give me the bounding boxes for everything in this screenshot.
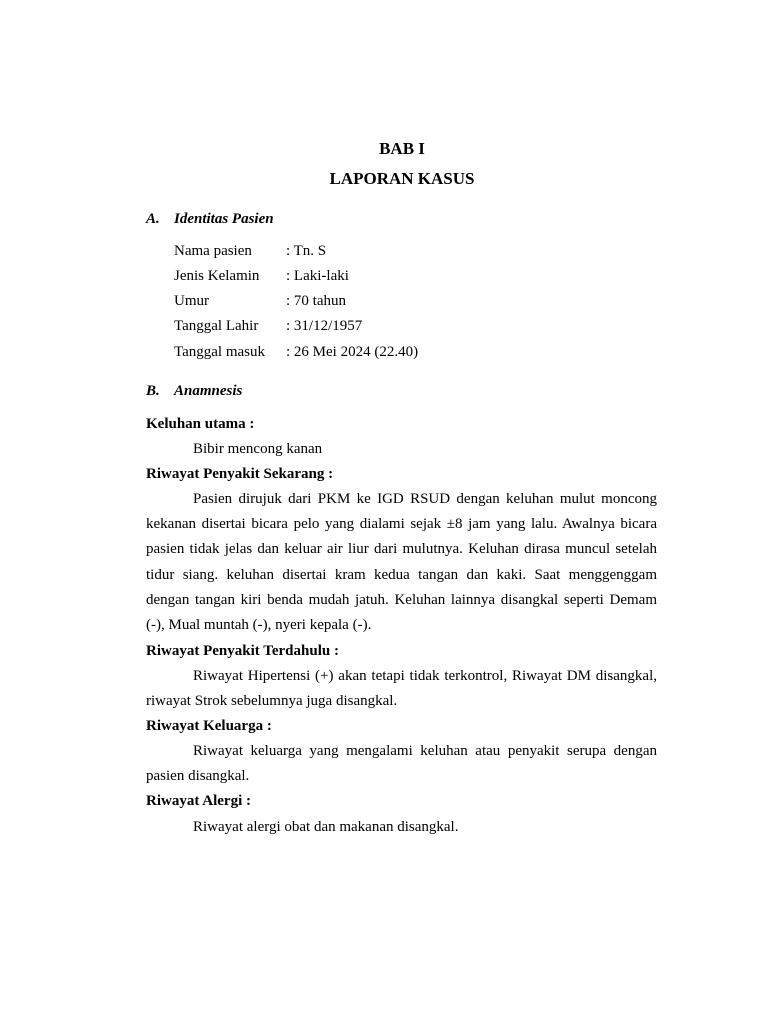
identity-label: Jenis Kelamin (174, 268, 260, 284)
identity-row (174, 344, 418, 361)
rpk-heading: Riwayat Keluarga : (146, 718, 272, 734)
identity-label: Nama pasien (174, 243, 252, 259)
keluhan-utama-text: Bibir mencong kanan (193, 441, 323, 457)
rpk-text: Riwayat keluarga yang mengalami keluhan atau penyakit serupa dengan pasien disangkal. (146, 743, 657, 785)
identity-value: : 31/12/1957 (286, 318, 363, 334)
identity-label: Tanggal Lahir (174, 318, 259, 334)
chapter-title: LAPORAN KASUS (329, 169, 475, 188)
identity-label: Tanggal masuk (174, 344, 266, 360)
rpd-text: Riwayat Hipertensi (+) akan tetapi tidak terkontrol, Riwayat DM disangkal, riwayat Strok sebelumnya juga disangkal. (146, 668, 657, 710)
rps-heading: Riwayat Penyakit Sekarang : (146, 466, 334, 482)
rpd-heading: Riwayat Penyakit Terdahulu : (146, 643, 339, 659)
section-b-letter: B. (146, 383, 160, 399)
alergi-heading: Riwayat Alergi : (146, 793, 251, 809)
section-a-heading (146, 211, 274, 228)
keluhan-utama-heading: Keluhan utama : (146, 416, 255, 432)
identity-label: Umur (174, 293, 209, 309)
rps-text: Pasien dirujuk dari PKM ke IGD RSUD dengan keluhan mulut moncong kekanan disertai bicara pelo yang dialami sejak ±8 jam yang lalu. Awalnya bicara pasien tidak jelas dan keluar air liur dari mulutnya. Keluhan dirasa muncul setelah tidur siang. keluhan disertai kram kedua tangan dan kaki. Saat menggenggam dengan tangan kiri benda mudah jatuh. Keluhan lainnya disangkal seperti Demam (-), Mual muntah (-), nyeri kepala (-). (146, 491, 657, 634)
identity-value: : Laki-laki (286, 268, 349, 284)
chapter-number: BAB I (379, 139, 425, 158)
alergi-text: Riwayat alergi obat dan makanan disangkal. (193, 819, 459, 835)
identity-row (174, 268, 349, 285)
identity-row (174, 318, 362, 335)
identity-row (174, 293, 346, 310)
identity-value: : Tn. S (286, 243, 327, 259)
identity-row (174, 243, 326, 260)
section-a-letter: A. (146, 211, 160, 227)
section-a-title: Identitas Pasien (174, 211, 274, 227)
section-b-title: Anamnesis (174, 383, 243, 399)
section-b-heading (146, 383, 242, 400)
identity-value: : 26 Mei 2024 (22.40) (286, 344, 419, 360)
identity-value: : 70 tahun (286, 293, 346, 309)
